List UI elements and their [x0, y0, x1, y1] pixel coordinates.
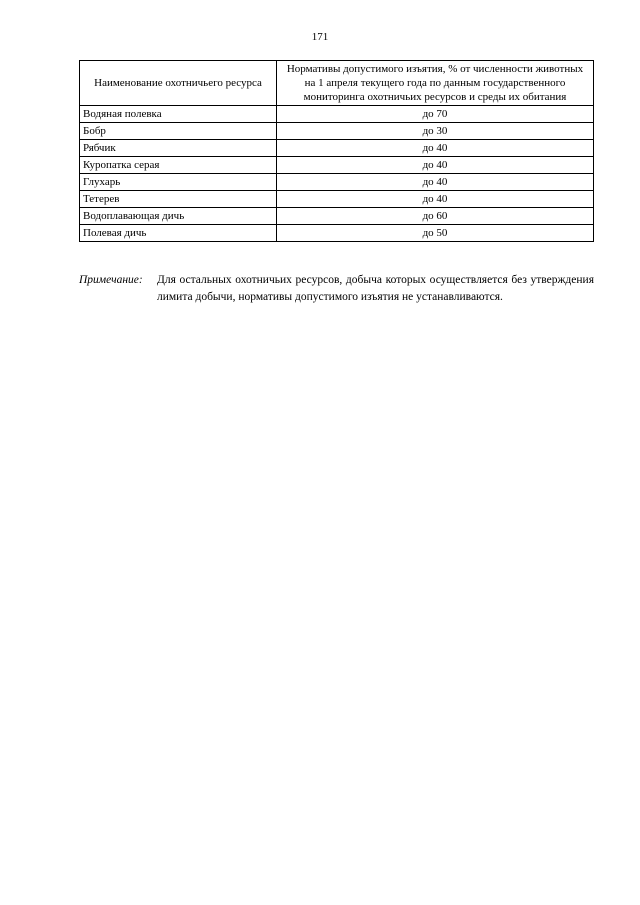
table-row	[80, 191, 594, 208]
table-row	[80, 123, 594, 140]
norm-value-cell: до 40	[277, 174, 594, 191]
resource-name-cell: Глухарь	[80, 174, 277, 191]
norm-value-cell: до 50	[277, 225, 594, 242]
resource-name-cell: Куропатка серая	[80, 157, 277, 174]
resource-name-cell: Рябчик	[80, 140, 277, 157]
norm-value-cell: до 60	[277, 208, 594, 225]
resource-name-cell: Водоплавающая дичь	[80, 208, 277, 225]
norm-value-cell: до 40	[277, 140, 594, 157]
resource-name-cell: Бобр	[80, 123, 277, 140]
resource-name-cell: Водяная полевка	[80, 106, 277, 123]
norms-table	[79, 60, 594, 242]
table-row	[80, 157, 594, 174]
table-row	[80, 225, 594, 242]
norm-value-cell: до 30	[277, 123, 594, 140]
norm-value-cell: до 40	[277, 191, 594, 208]
resource-name-cell: Тетерев	[80, 191, 277, 208]
note-text: Для остальных охотничьих ресурсов, добыча которых осуществляется без утверждения лимита добычи, нормативы допустимого изъятия не устанавливаются.	[157, 274, 594, 303]
page-number: 171	[311, 31, 329, 43]
table-row	[80, 208, 594, 225]
resource-name-cell: Полевая дичь	[80, 225, 277, 242]
table-row	[80, 106, 594, 123]
note-label: Примечание:	[79, 274, 143, 286]
header-norm: Нормативы допустимого изъятия, % от численности животных на 1 апреля текущего года по данным государственного мониторинга охотничьих ресурсов и среды их обитания	[277, 61, 594, 106]
norm-value-cell: до 70	[277, 106, 594, 123]
note-block	[79, 272, 594, 306]
header-resource-name: Наименование охотничьего ресурса	[80, 61, 277, 106]
norm-value-cell: до 40	[277, 157, 594, 174]
table-row	[80, 140, 594, 157]
table-header-row	[80, 61, 594, 106]
table-row	[80, 174, 594, 191]
